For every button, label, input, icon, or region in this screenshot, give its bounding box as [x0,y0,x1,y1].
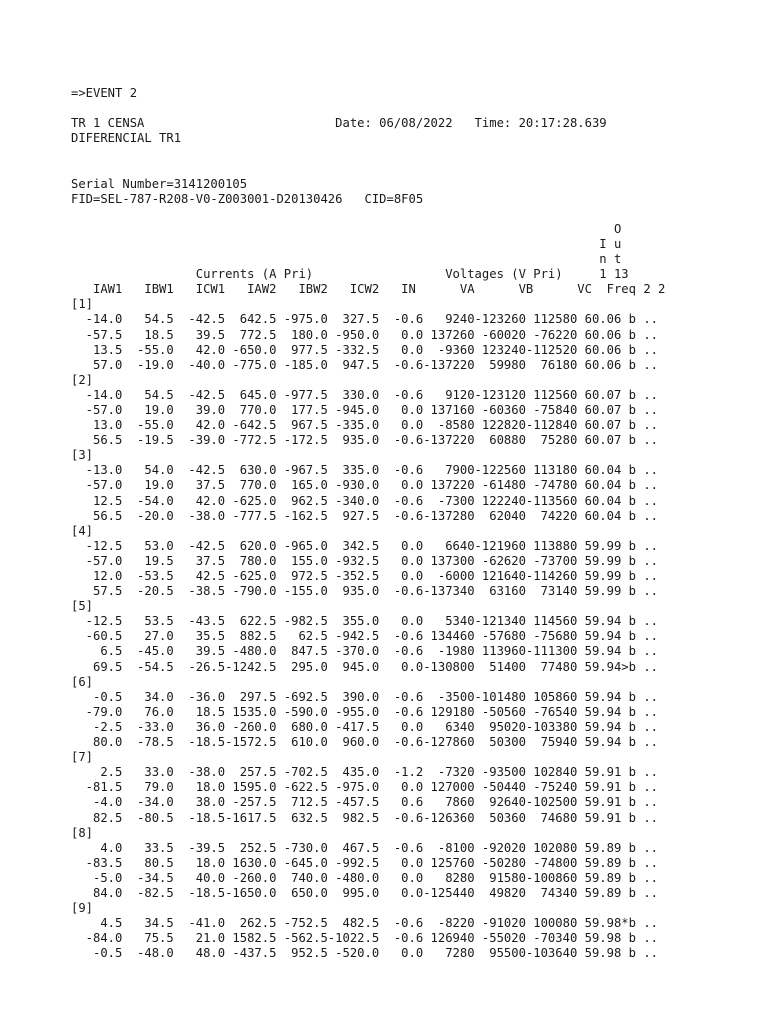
data-row: 56.5 -20.0 -38.0 -777.5 -162.5 927.5 -0.6-137280 62040 74220 60.04 b .. [71,508,658,523]
data-row: -81.5 79.0 18.0 1595.0 -622.5 -975.0 0.0 127000 -50440 -75240 59.91 b .. [71,780,658,795]
cycle-label: [1] [71,297,94,312]
header-line: IAW1 IBW1 ICW1 IAW2 IBW2 ICW2 IN VA VB VC Freq 2 2 [71,282,666,297]
data-row: 4.5 34.5 -41.0 262.5 -752.5 482.5 -0.6 -8220 -91020 100080 59.98*b .. [71,916,658,931]
cycle-label: [8] [71,825,94,840]
data-row: 13.5 -55.0 42.0 -650.0 977.5 -332.5 0.0 -9360 123240-112520 60.06 b .. [71,342,658,357]
cycle-label: [4] [71,523,94,538]
data-row: -14.0 54.5 -42.5 642.5 -975.0 327.5 -0.6 9240-123260 112580 60.06 b .. [71,312,658,327]
data-row: 56.5 -19.5 -39.0 -772.5 -172.5 935.0 -0.6-137220 60880 75280 60.07 b .. [71,433,658,448]
data-row: -57.5 18.5 39.5 772.5 180.0 -950.0 0.0 137260 -60020 -76220 60.06 b .. [71,327,658,342]
data-row: -0.5 -48.0 48.0 -437.5 952.5 -520.0 0.0 7280 95500-103640 59.98 b .. [71,946,658,961]
header-line: TR 1 CENSA Date: 06/08/2022 Time: 20:17:28.639 [71,116,607,131]
header-line: O [71,221,622,236]
data-row: -13.0 54.0 -42.5 630.0 -967.5 335.0 -0.6 7900-122560 113180 60.04 b .. [71,463,658,478]
header-line: FID=SEL-787-R208-V0-Z003001-D20130426 CID=8F05 [71,191,424,206]
data-row: 12.5 -54.0 42.0 -625.0 962.5 -340.0 -0.6 -7300 122240-113560 60.04 b .. [71,493,658,508]
data-row: -83.5 80.5 18.0 1630.0 -645.0 -992.5 0.0 125760 -50280 -74800 59.89 b .. [71,855,658,870]
cycle-label: [2] [71,372,94,387]
header-line: n t [71,252,622,267]
cycle-label: [9] [71,901,94,916]
event-report [71,86,665,961]
data-row: -5.0 -34.5 40.0 -260.0 740.0 -480.0 0.0 8280 91580-100860 59.89 b .. [71,870,658,885]
data-row: 69.5 -54.5 -26.5-1242.5 295.0 945.0 0.0-130800 51400 77480 59.94>b .. [71,659,658,674]
data-row: 57.0 -19.0 -40.0 -775.0 -185.0 947.5 -0.6-137220 59980 76180 60.06 b .. [71,357,658,372]
cycle-label: [7] [71,750,94,765]
data-row: -84.0 75.5 21.0 1582.5 -562.5-1022.5 -0.6 126940 -55020 -70340 59.98 b .. [71,931,658,946]
cycle-label: [5] [71,599,94,614]
cycle-label: [3] [71,448,94,463]
header-line: DIFERENCIAL TR1 [71,131,182,146]
cycle-label: [6] [71,674,94,689]
data-row: -2.5 -33.0 36.0 -260.0 680.0 -417.5 0.0 6340 95020-103380 59.94 b .. [71,719,658,734]
data-row: -12.5 53.0 -42.5 620.0 -965.0 342.5 0.0 6640-121960 113880 59.99 b .. [71,538,658,553]
data-row: 2.5 33.0 -38.0 257.5 -702.5 435.0 -1.2 -7320 -93500 102840 59.91 b .. [71,765,658,780]
data-row: 82.5 -80.5 -18.5-1617.5 632.5 982.5 -0.6-126360 50360 74680 59.91 b .. [71,810,658,825]
header-line: I u [71,236,622,251]
data-row: 12.0 -53.5 42.5 -625.0 972.5 -352.5 0.0 -6000 121640-114260 59.99 b .. [71,569,658,583]
data-row: -57.0 19.0 37.5 770.0 165.0 -930.0 0.0 137220 -61480 -74780 60.04 b .. [71,478,658,493]
data-row: 84.0 -82.5 -18.5-1650.0 650.0 995.0 0.0-125440 49820 74340 59.89 b .. [71,885,658,900]
data-row: 57.5 -20.5 -38.5 -790.0 -155.0 935.0 -0.6-137340 63160 73140 59.99 b .. [71,584,658,599]
data-row: -57.0 19.5 37.5 780.0 155.0 -932.5 0.0 137300 -62620 -73700 59.99 b .. [71,553,658,568]
data-row: 80.0 -78.5 -18.5-1572.5 610.0 960.0 -0.6-127860 50300 75940 59.94 b .. [71,735,658,750]
data-row: -60.5 27.0 35.5 882.5 62.5 -942.5 -0.6 134460 -57680 -75680 59.94 b .. [71,629,658,644]
data-row: -0.5 34.0 -36.0 297.5 -692.5 390.0 -0.6 -3500-101480 105860 59.94 b .. [71,689,658,704]
data-row: 13.0 -55.0 42.0 -642.5 967.5 -335.0 0.0 -8580 122820-112840 60.07 b .. [71,418,658,433]
data-row: -14.0 54.5 -42.5 645.0 -977.5 330.0 -0.6 9120-123120 112560 60.07 b .. [71,387,658,402]
data-row: -57.0 19.0 39.0 770.0 177.5 -945.0 0.0 137160 -60360 -75840 60.07 b .. [71,402,658,417]
data-row: 6.5 -45.0 39.5 -480.0 847.5 -370.0 -0.6 -1980 113960-111300 59.94 b .. [71,644,658,659]
header-line: Serial Number=3141200105 [71,176,248,191]
header-line: Currents (A Pri) Voltages (V Pri) 1 13 [71,267,629,282]
data-row: -12.5 53.5 -43.5 622.5 -982.5 355.0 0.0 5340-121340 114560 59.94 b .. [71,614,658,629]
data-row: -4.0 -34.0 38.0 -257.5 712.5 -457.5 0.6 7860 92640-102500 59.91 b .. [71,795,658,810]
header-line: =>EVENT 2 [71,86,138,100]
data-row: 4.0 33.5 -39.5 252.5 -730.0 467.5 -0.6 -8100 -92020 102080 59.89 b .. [71,840,658,855]
data-row: -79.0 76.0 18.5 1535.0 -590.0 -955.0 -0.6 129180 -50560 -76540 59.94 b .. [71,704,658,719]
